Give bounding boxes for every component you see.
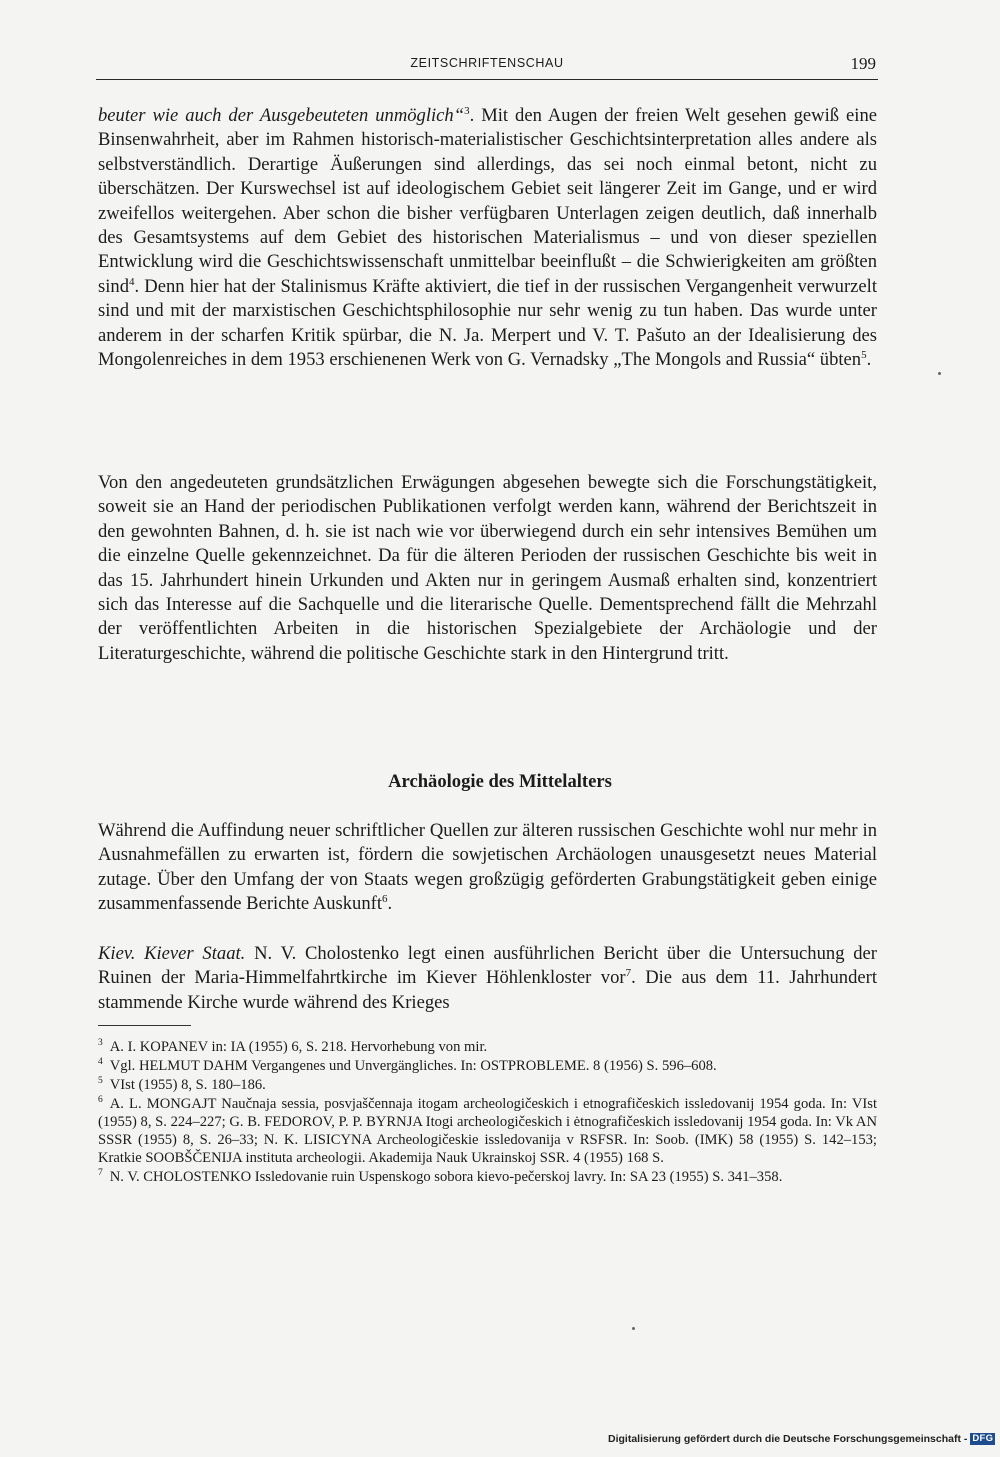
paragraph-text: Von den angedeuteten grundsätzlichen Erwägungen abgesehen bewegte sich die Forschungstätigkeit, soweit sie an Hand der periodischen Publikationen verfolgt werden kann, während der Berichtszeit in den gewohnten Bahnen, d. h. sie ist nach wie vor überwiegend durch ein sehr intensives Bemühen um die einzelne Quelle gekennzeichnet. Da für die älteren Perioden der russischen Geschichte bis weit in das 15. Jahrhundert hinein Urkunden und Akten nur in geringem Ausmaß erhalten sind, konzentriert sich das Interesse auf die Sachquelle und die literarische Quelle. Dementsprechend fällt die Mehrzahl der veröffentlichten Arbeiten in die historischen Spezialgebiete der Archäologie und der Literaturgeschichte, während die politische Geschichte stark in den Hintergrund tritt. (98, 472, 877, 664)
footnote (98, 1038, 877, 1056)
footnote-ref: 5 (861, 348, 867, 361)
footnote-ref: 6 (382, 893, 388, 906)
paragraph-text: . Denn hier hat der Stalinismus Kräfte aktiviert, die tief in der russischen Vergangenheit verwurzelt sind und mit der marxistischen Geschichtsphilosophie nur sehr wenig zu tun haben. Das wurde unter anderem in der scharfen Kritik spürbar, die N. Ja. Merpert und V. T. Pašuto an der Idealisierung des Mongolenreiches in dem 1953 erschienenen Werk von G. Vernadsky „The Mongols and Russia“ übten (98, 275, 877, 371)
page-number: 199 (850, 54, 876, 73)
footnotes (98, 1038, 877, 1187)
paragraph-text: . Mit den Augen der freien Welt gesehen gewiß eine Binsenwahrheit, aber im Rahmen historisch-materialistischer Geschichtsinterpretation alles andere als selbstverständlich. Derartige Äußerungen sind allerdings, das sei noch einmal betont, nicht zu überschätzen. Der Kurswechsel ist auf ideologischem Gebiet seit längerer Zeit im Gange, und er wird zweifellos weitergehen. Aber schon die bisher verfügbaren Unterlagen zeigen deutlich, daß innerhalb des Gesamtsystems auf dem Gebiet des historischen Materialismus – und von dieser speziellen Entwicklung wird die Geschichtswissenschaft unmittelbar beeinflußt – die Schwierigkeiten am größten sind (98, 105, 877, 297)
footnote (98, 1057, 877, 1075)
paragraph-end: . (387, 893, 393, 915)
running-title: ZEITSCHRIFTENSCHAU (410, 56, 564, 70)
paragraph-continuation (98, 104, 877, 372)
footnote-number: 6 (98, 1095, 103, 1106)
scan-speck (632, 1327, 635, 1330)
footnote-ref: 4 (129, 275, 135, 288)
footnote-text: Vgl. HELMUT DAHM Vergangenes und Unvergängliches. In: OSTPROBLEME. 8 (1956) S. 596–608. (109, 1058, 717, 1074)
header-rule (96, 79, 878, 80)
footnote-text: N. V. CHOLOSTENKO Issledovanie ruin Uspenskogo sobora kievo-pečerskoj lavry. In: SA 23 (1955) S. 341–358. (109, 1169, 783, 1185)
footnote (98, 1168, 877, 1186)
dfg-logo-icon: DFG (972, 1433, 994, 1445)
footnote-rule (98, 1025, 191, 1026)
footnote-number: 4 (98, 1057, 103, 1068)
paragraph (98, 819, 877, 917)
footnote-text: A. L. MONGAJT Naučnaja sessia, posvjaščennaja itogam archeologičeskich i etnografičeskich issledovanij 1954 goda. In: VIst (1955) 8, S. 224–227; G. B. FEDOROV, P. P. BYRNJA Itogi archeologičeskich i ėtnografičeskich issledovanij 1954 goda. In: Vk AN SSSR (1955) 8, S. 26–33; N. K. LISICYNA Archeologičeskie issledovanija v RSFSR. In: Soob. (IMK) 58 (1955) S. 142–153; Kratkie SOOBŠČENIJA instituta archeologii. Akademija Nauk Ukrainskoj SSR. 4 (1955) 168 S. (98, 1096, 877, 1166)
paragraph-text: N. V. Cholostenko legt einen ausführlichen Bericht über die Untersuchung der Ruinen der Maria-Himmelfahrtkirche im Kiever Höhlenkloster vor (98, 943, 877, 989)
paragraph (98, 471, 877, 666)
footnote-ref: 7 (625, 967, 632, 980)
section-heading: Archäologie des Mittelalters (388, 771, 612, 792)
footnote (98, 1095, 877, 1167)
italic-quote: beuter wie auch der Ausgebeuteten unmöglich“ (98, 105, 465, 126)
footnote-ref: 3 (464, 104, 470, 117)
footnote-number: 7 (98, 1168, 103, 1179)
footnote-text: VIst (1955) 8, S. 180–186. (109, 1077, 266, 1093)
footnote-number: 3 (98, 1038, 103, 1049)
footnote-number: 5 (98, 1076, 103, 1087)
footnote (98, 1076, 877, 1094)
paragraph-text: . Die aus dem 11. Jahrhundert stammende Kirche wurde während des Krieges (98, 967, 877, 1013)
paragraph (98, 942, 877, 1015)
paragraph-text: Während die Auffindung neuer schriftlicher Quellen zur älteren russischen Geschichte wohl nur mehr in Ausnahmefällen zu erwarten ist, fördern die sowjetischen Archäologen unausgesetzt neues Material zutage. Über den Umfang der von Staats wegen großzügig geförderten Grabungstätigkeit geben einige zusammenfassende Berichte Auskunft (98, 820, 877, 915)
scan-speck (938, 372, 941, 375)
funding-note (608, 1433, 992, 1449)
funding-text: Digitalisierung gefördert durch die Deutsche Forschungsgemeinschaft - (608, 1433, 968, 1445)
footnote-text: A. I. KOPANEV in: IA (1955) 6, S. 218. Hervorhebung von mir. (109, 1039, 488, 1055)
italic-run-in-heading: Kiev. Kiever Staat. (98, 943, 246, 964)
running-head (96, 54, 878, 80)
paragraph-end: . (866, 349, 872, 371)
